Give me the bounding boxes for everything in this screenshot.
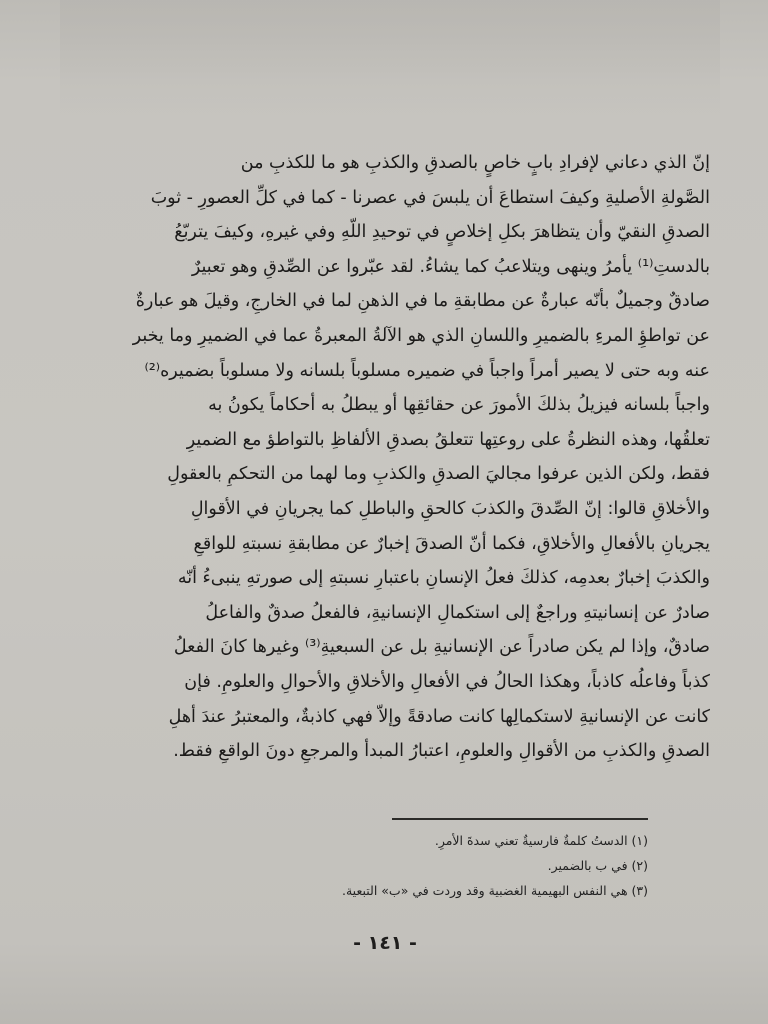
body-line: فقط، ولكن الذين عرفوا مجاليَ الصدقِ والكذبِ وما لهما من التحكمِ بالعقولِ — [167, 464, 710, 485]
body-line: الصَّولةِ الأصليةِ وكيفَ استطاعَ أن يلبسَ في عصرنا - كما في كلِّ العصورِ - ثوبَ — [150, 187, 710, 208]
footnote-3: (٣) هي النفس البهيمية الغضبية وقد وردت في «ب» التبعية. — [342, 883, 648, 898]
body-line: واجباً بلسانه فيزيلُ بذلكَ الأمورَ عن حقائقِها أو يبطلُ به أحكاماً يكونُ به — [208, 395, 710, 416]
footnote-separator — [392, 818, 648, 820]
page-number: - ١٤١ - — [353, 932, 417, 954]
body-line: عنه وبه حتى لا يصير أمراً واجباً في ضميره مسلوباً بلسانه ولا مسلوباً بضميره⁽²⁾ — [144, 360, 710, 381]
body-line: والكذبَ إخبارٌ بعدمِه، كذلكَ فعلُ الإنسانِ باعتبارِ نسبتهِ إلى صورتهِ ينبىءُ أنّه — [177, 568, 710, 589]
body-line: صادرٌ عن إنسانيتهِ وراجعٌ إلى استكمالِ الإنسانيةِ، فالفعلُ صدقٌ والفاعلُ — [205, 602, 710, 623]
body-line: صادقٌ، وإذا لم يكن صادراً عن الإنسانيةِ بل عن السبعيةِ⁽³⁾ وغيرها كانَ الفعلُ — [173, 637, 710, 658]
body-line: صادقٌ وجميلٌ بأنّه عبارةٌ عن مطابقةِ ما في الذهنِ لما في الخارجِ، وقيلَ هو عبارةٌ — [135, 291, 710, 312]
body-line: والأخلاقِ قالوا: إنّ الصِّدقَ والكذبَ كالحقِ والباطلِ كما يجريانِ في الأقوالِ — [190, 498, 710, 519]
body-line: الصدقِ والكذبِ من الأقوالِ والعلومِ، اعتبارُ المبدأ والمرجعِ دونَ الواقعِ فقط. — [173, 741, 710, 762]
footnote-1: (١) الدستُ كلمةٌ فارسيةٌ تعني سدةَ الأمرِ. — [434, 833, 648, 848]
body-line: الصدقِ النقيّ وأن يتظاهرَ بكلِ إخلاصٍ في توحيدِ اللّهِ وفي غيرهِ، وكيفَ يتربّعُ — [174, 222, 710, 243]
show-through-text-area — [60, 0, 720, 120]
body-line: كانت عن الإنسانيةِ لاستكمالِها كانت صادقةً وإلاّ فهي كاذبةٌ، والمعتبرُ عندَ أهلِ — [168, 706, 710, 727]
footnote-2: (٢) في ب بالضمير. — [547, 858, 648, 873]
body-line: كذباً وفاعلُه كاذباً، وهكذا الحالُ في الأفعالِ والأخلاقِ والأحوالِ والعلومِ. فإن — [184, 671, 710, 692]
body-line: تعلقُها، وهذه النظرةُ على روعتِها تتعلقُ بصدقِ الألفاظِ بالتواطؤ مع الضميرِ — [186, 429, 710, 450]
body-line: بالدستِ⁽¹⁾ يأمرُ وينهى ويتلاعبُ كما يشاءُ. لقد عبّروا عن الصِّدقِ وهو تعبيرٌ — [191, 256, 710, 277]
body-line: عن تواطؤِ المرءِ بالضميرِ واللسانِ الذي هو الآلةُ المعبرةُ عما في الضميرِ وما يخبر — [132, 325, 710, 346]
body-line: إنّ الذي دعاني لإفرادِ بابٍ خاصٍ بالصدقِ والكذبِ هو ما للكذبِ من — [240, 153, 710, 173]
main-body-text — [62, 146, 710, 769]
body-line: يجريانِ بالأفعالِ والأخلاقِ، فكما أنّ الصدقَ إخبارٌ عن مطابقةِ نسبتهِ للواقعِ — [193, 533, 710, 554]
footnotes — [300, 828, 648, 903]
